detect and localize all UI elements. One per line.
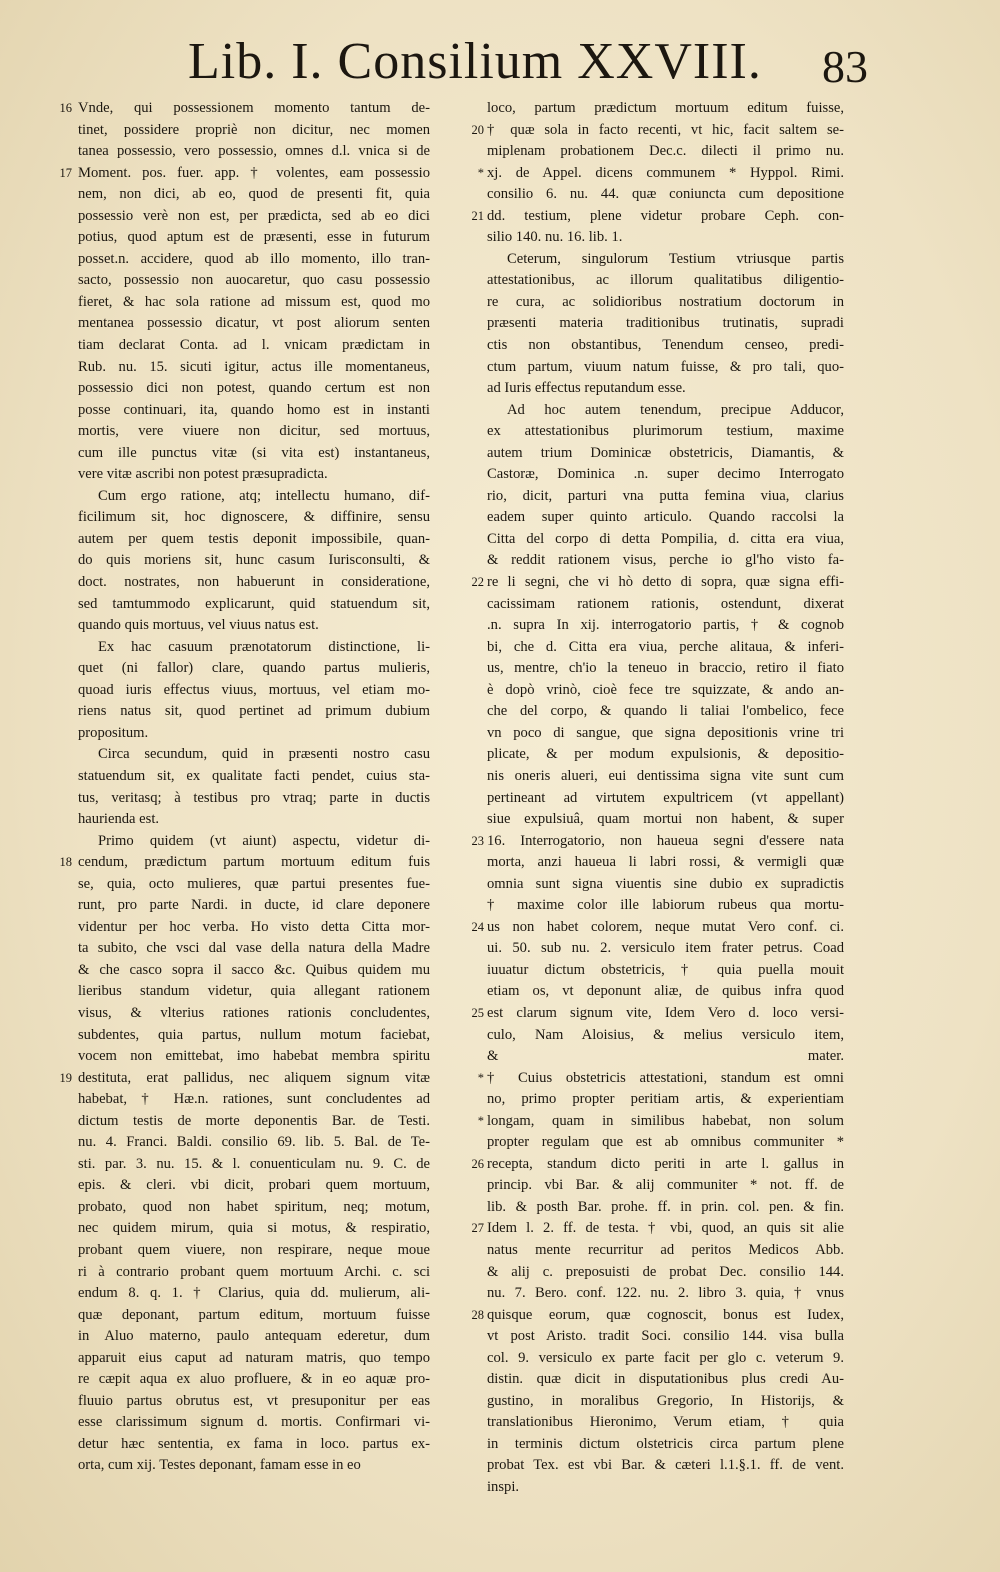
text-line: † Cuius obstetricis attestationi, standum est omni: [487, 1069, 844, 1086]
text-line: xj. de Appel. dicens communem * Hyppol. Rimi.: [487, 164, 844, 181]
margin-note: *: [477, 1070, 484, 1085]
text-line: quæ deponant, partum editum, mortuum fuisse: [78, 1306, 430, 1323]
text-line: re li segni, che vi hò detto di sopra, quæ signa effi-: [487, 574, 844, 591]
text-line: plicate, & per modum expulsionis, & depositio-: [487, 746, 844, 763]
text-line: ui. 50. sub nu. 2. versiculo item frater petrus. Coad: [487, 940, 844, 957]
text-line: ctis non obstantibus, Tenendum censeo, predi-: [487, 337, 844, 354]
text-line: vocem non emittebat, imo habebat membra spiritu: [78, 1048, 430, 1065]
text-line: posset.n. accidere, quod ab illo momento, illo tran-: [78, 250, 430, 267]
text-line: ex attestationibus plurimorum testium, maxime: [487, 423, 844, 440]
text-line: Moment. pos. fuer. app. † volentes, eam possessio: [78, 164, 430, 181]
text-line: translationibus Hieronimo, Verum etiam, † quia: [487, 1414, 844, 1431]
margin-note: 17: [59, 165, 72, 180]
margin-note: 25: [471, 1005, 484, 1020]
margin-note: 23: [471, 833, 484, 848]
text-line: in Aluo materno, paulo antequam ederetur, dum: [78, 1328, 430, 1345]
text-line: ta subito, che vsci dal vase della natura della Madre: [78, 940, 430, 957]
text-line: riens natus sit, quod pertinet ad primum dubium: [78, 703, 430, 720]
text-line: subdentes, quia partus, nullum motum faciebat,: [78, 1026, 430, 1043]
text-line: dictum testis de morte deponentis Bar. de Testi.: [78, 1112, 430, 1129]
margin-note: 19: [59, 1070, 72, 1085]
text-line: Rub. nu. 15. sicuti igitur, actus ille momentaneus,: [78, 358, 430, 375]
text-line: mentanea possessio dicatur, vt post aliorum senten: [78, 315, 430, 332]
text-line: ad Iuris effectus reputandum esse.: [487, 380, 686, 397]
text-line: autem per quem testis deponit impossibile, quan-: [78, 530, 430, 547]
text-line: nem, non dici, ab eo, quod de presenti fit, quia: [78, 186, 430, 203]
text-line: orta, cum xij. Testes deponant, famam esse in eo: [78, 1457, 361, 1474]
text-line: & reddit rationem visus, perche io gl'ho visto fa-: [487, 552, 844, 569]
text-line: silio 140. nu. 16. lib. 1.: [487, 229, 623, 246]
right-column: [487, 98, 844, 1499]
text-line: est clarum signum vite, Idem Vero d. loco versi-: [487, 1004, 844, 1021]
running-title: Lib. I. Consilium XXVIII.: [188, 33, 762, 90]
text-line: probant quem viuere, non respirare, neque moue: [78, 1241, 430, 1258]
text-line: esse clarissimum signum d. mortis. Confirmari vi-: [78, 1414, 430, 1431]
text-line: doct. nostrates, non habuerunt in consideratione,: [78, 574, 430, 591]
margin-note: 20: [471, 122, 484, 137]
text-line: tinet, possidere propriè non dicitur, nec momen: [78, 121, 430, 138]
margin-note: *: [477, 1113, 484, 1128]
text-line: vn poco di sangue, que signa depositionis vrine tri: [487, 724, 844, 741]
text-line: autem trium Dominicæ obstetricis, Diamantis, &: [487, 444, 844, 461]
text-line: miplenam probationem Dec.c. dilecti il primo nu.: [487, 143, 844, 160]
text-line: sed tamtummodo explicarunt, quid statuendum sit,: [78, 595, 430, 612]
text-line: & che casco sopra il sacco &c. Quibus quidem mu: [78, 961, 430, 978]
text-line: vere vitæ ascribi non potest præsupradicta.: [78, 466, 328, 483]
text-line: gustino, in moralibus Gregorio, In Historijs, &: [487, 1392, 844, 1409]
text-line: quoad iuris effectus viuus, mortuus, vel etiam mo-: [78, 681, 430, 698]
text-line: haurienda est.: [78, 811, 160, 828]
text-line: eadem super quinto articulo. Quando raccolsi la: [487, 509, 844, 526]
text-line: re cura, ac solidioribus nostratium doctorum in: [487, 293, 844, 310]
text-line: † quæ sola in facto recenti, vt hic, facit saltem se-: [487, 121, 844, 138]
text-line: etiam os, vt deponunt aliæ, de quibus infra quod: [487, 983, 844, 1000]
margin-note: 18: [59, 855, 72, 870]
text-line: Ex hac casuum prænotatorum distinctione, li-: [98, 638, 430, 655]
text-line: posse continuari, ita, quando homo est in instanti: [78, 401, 430, 418]
text-line: iuuatur dictum obstetricis, † quia puella mouit: [487, 961, 844, 978]
text-line: ficilimum sit, hoc dignoscere, & diffinire, sensu: [78, 509, 430, 526]
text-line: ri à contrario probant quem mortuum Archi. c. sci: [78, 1263, 430, 1280]
margin-note: *: [477, 165, 484, 180]
margin-note: 27: [471, 1221, 484, 1236]
text-line: attestationibus, ac illorum qualitatibus diligentio-: [487, 272, 844, 289]
margin-note: 26: [471, 1156, 484, 1171]
text-line: no, primo propter peritiam artis, & experientiam: [487, 1091, 844, 1108]
text-line: morta, anzi haueua li labri rossi, & vermigli quæ: [487, 854, 844, 871]
text-line: visus, & vlterius rationes rationis concludentes,: [78, 1004, 430, 1021]
text-line: siue expulsiuâ, quam mortui non habent, & super: [487, 811, 844, 828]
text-line: us, mentre, ch'io la teneuo in braccio, retiro il fiato: [487, 660, 844, 677]
text-line: re cæpit aqua ex aluo profluere, & in eo aquæ pro-: [78, 1371, 430, 1388]
text-line: distin. quæ dicit in disputationibus plus credi Au-: [487, 1371, 844, 1388]
text-line: longam, quam in similibus habebat, non solum: [487, 1112, 844, 1129]
text-line: Primo quidem (vt aiunt) aspectu, videtur di-: [98, 832, 430, 849]
page-header: [0, 22, 1000, 92]
text-line: fieret, & hac sola ratione ad missum est, quod mo: [78, 293, 430, 310]
text-line: probato, quod non habet spiritum, neq; motum,: [78, 1198, 430, 1215]
text-line: lib. & posth Bar. prohe. ff. in prin. col. pen. & fin.: [487, 1198, 844, 1215]
text-line: consilio 6. nu. 44. quæ coniuncta cum depositione: [487, 186, 844, 203]
text-line: quisque eorum, quæ cognoscit, bonus est Iudex,: [487, 1306, 844, 1323]
text-line: cacissimam rationem rationis, ostendunt, dixerat: [487, 595, 844, 612]
text-line: fluuio partus obrutus est, vt presuponitur per eas: [78, 1392, 430, 1409]
text-line: probat Tex. est vbi Bar. & cæteri l.1.§.1. ff. de vent.: [487, 1457, 844, 1474]
text-line: quando quis mortuus, vel viuus natus est.: [78, 617, 319, 634]
text-line: inspi.: [487, 1479, 520, 1495]
text-line: tanea possessio, vero possessio, omnes d.l. vnica si de: [78, 143, 430, 160]
text-line: nec quidem mirum, quia si motus, & respiratio,: [78, 1220, 430, 1237]
text-line: è dopò vrinò, cioè fece tre squizzate, & ando an-: [487, 681, 844, 698]
text-line: potius, quod aptum est de præsenti, esse in futurum: [78, 229, 430, 246]
text-line: habebat, † Hæ.n. rationes, sunt concludentes ad: [78, 1091, 430, 1108]
right-margin-notes: [456, 98, 484, 1499]
text-line: tiam declarat Conta. ad l. vnicam prædictam in: [78, 337, 430, 354]
margin-note: 16: [59, 101, 72, 115]
text-line: Castoræ, Dominica .n. super decimo Interrogato: [487, 466, 844, 483]
text-line: quet (ni fallor) clare, quando partus mulieris,: [78, 660, 430, 677]
left-column: [78, 98, 430, 1477]
text-line: bi, che d. Citta era viua, perche alitaua, & inferi-: [487, 638, 844, 655]
text-line: col. 9. versiculo ex parte facit per glo c. veterum 9.: [487, 1349, 844, 1366]
text-line: cendum, prædictum partum mortuum editum fuis: [78, 854, 430, 871]
text-line: natus mente recurritur ad peritos Medicos Abb.: [487, 1241, 844, 1258]
text-line: us non habet colorem, neque mutat Vero conf. ci.: [487, 918, 844, 935]
text-line: nu. 7. Bero. conf. 122. nu. 2. libro 3. quia, † vnus: [487, 1285, 844, 1302]
text-line: nis oneris alueri, eui dentissima signa vite sunt cum: [487, 767, 844, 784]
page-number: 83: [822, 41, 868, 92]
text-line: & mater.: [487, 1048, 844, 1065]
text-line: dd. testium, plene videtur probare Ceph. con-: [487, 207, 844, 224]
text-line: recepta, standum dicto periti in arte l. gallus in: [487, 1155, 844, 1172]
text-line: mortis, vere viuere non dicitur, sed mortuus,: [78, 423, 430, 440]
text-line: Ad hoc autem tenendum, precipue Adducor,: [507, 401, 844, 418]
text-line: in terminis dictum olstetricis circa partum plene: [487, 1435, 844, 1452]
text-line: culo, Nam Aloisius, & melius versiculo item,: [487, 1026, 844, 1043]
text-line: destituta, erat pallidus, nec aliquem signum vitæ: [78, 1069, 430, 1086]
text-line: 16. Interrogatorio, non haueua segni d'essere nata: [487, 832, 844, 849]
text-line: possessio verè non est, per prædicta, sed ab eo dici: [78, 207, 430, 224]
text-line: ctum partum, viuum natum fuisse, & pro tali, quo-: [487, 358, 844, 375]
text-line: Circa secundum, quid in præsenti nostro casu: [98, 746, 430, 763]
margin-note: 22: [471, 575, 484, 590]
text-line: Ceterum, singulorum Testium vtriusque partis: [507, 250, 844, 267]
text-line: † maxime color ille labiorum rubeus qua mortu-: [487, 897, 844, 914]
text-line: propter regulam que est ab omnibus communiter *: [487, 1134, 844, 1151]
text-line: possessio dici non potest, quando certum est non: [78, 380, 430, 397]
text-line: .n. supra In xij. interrogatorio partis, † & cognob: [487, 617, 844, 634]
text-line: endum 8. q. 1. † Clarius, quia dd. mulierum, ali-: [78, 1285, 430, 1302]
text-line: & alij c. preposuisti de probat Dec. consilio 144.: [487, 1263, 844, 1280]
text-line: Citta del corpo di detta Pompilia, d. citta era viua,: [487, 530, 844, 547]
text-line: videntur per hoc verba. Ho visto detta Citta mor-: [78, 918, 430, 935]
text-line: vt post Aristo. tradit Soci. consilio 144. visa bulla: [487, 1328, 844, 1345]
text-line: Idem l. 2. ff. de testa. † vbi, quod, an quis sit alie: [487, 1220, 844, 1237]
text-line: detur hæc sententia, ex fama in loco. partus ex-: [78, 1435, 430, 1452]
text-line: loco, partum prædictum mortuum editum fuisse,: [487, 100, 844, 116]
margin-note: 24: [471, 919, 484, 934]
text-line: tus, veritasq; à testibus pro vtraq; parte in ductis: [78, 789, 430, 806]
text-line: præsenti materia traditionibus trutinatis, supradi: [487, 315, 844, 332]
text-line: runt, pro parte Nardi. in ducte, id clare deponere: [78, 897, 430, 914]
text-line: nu. 4. Franci. Baldi. consilio 69. lib. 5. Bal. de Te-: [78, 1134, 430, 1151]
left-margin-notes: [44, 98, 72, 1477]
text-line: epis. & cleri. vbi dicit, probari quem mortuum,: [78, 1177, 430, 1194]
text-line: Vnde, qui possessionem momento tantum de-: [78, 100, 430, 116]
text-line: sacto, possessio non auocaretur, quo casu possessio: [78, 272, 430, 289]
text-line: omnia sunt signa viuentis sine dubio ex supradictis: [487, 875, 844, 892]
text-line: propositum.: [78, 724, 149, 741]
margin-note: 28: [471, 1307, 484, 1322]
margin-note: 21: [471, 208, 484, 223]
text-line: pertineant ad virtutem expultricem (vt appellant): [487, 789, 844, 806]
text-line: statuendum sit, ex qualitate facti pendet, cuius sta-: [78, 767, 430, 784]
text-line: Cum ergo ratione, atq; intellectu humano, dif-: [98, 487, 430, 504]
text-line: princip. vbi Bar. & alij communiter * not. ff. de: [487, 1177, 844, 1194]
text-line: cum ille punctus vitæ (si vita est) instantaneus,: [78, 444, 430, 461]
text-line: se, quia, octo mulieres, quæ partui presentes fue-: [78, 875, 430, 892]
text-line: sti. par. 3. nu. 15. & l. conuenticulam nu. 9. C. de: [78, 1155, 430, 1172]
text-line: che del corpo, & quando li taliai l'ombelico, fece: [487, 703, 844, 720]
text-line: lieribus standum videtur, quia allegant rationem: [78, 983, 430, 1000]
text-line: do quis moriens sit, hunc casum Iurisconsulti, &: [78, 552, 430, 569]
text-line: apparuit eius caput ad naturam matris, quo tempo: [78, 1349, 430, 1366]
text-line: rio, dicit, parturi vna putta femina viua, clarius: [487, 487, 844, 504]
